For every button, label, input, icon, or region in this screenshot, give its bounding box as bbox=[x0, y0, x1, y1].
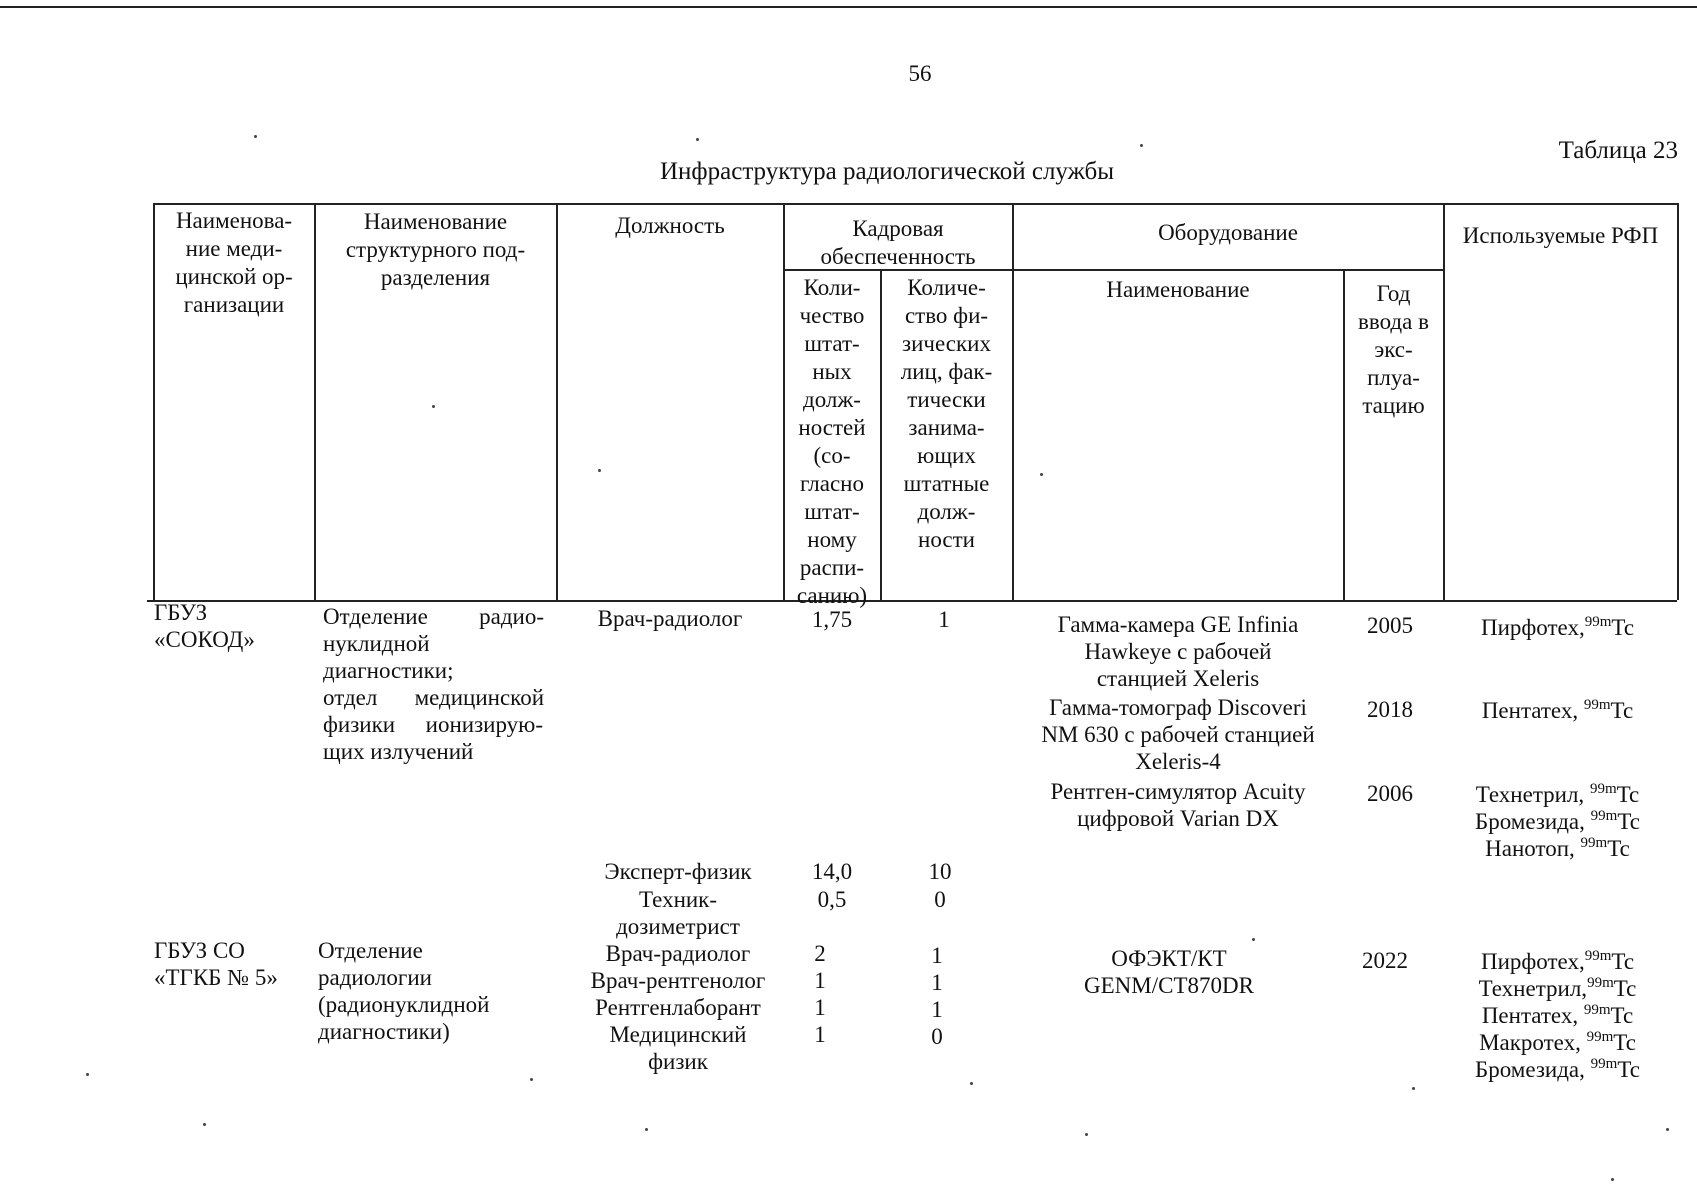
page-number: 56 bbox=[908, 61, 932, 86]
equipment-sokod-1: Гамма-камера GE Infinia Hawkeye с рабочей станцией Xeleris bbox=[1057, 612, 1299, 691]
position-sokod-2: Эксперт-физик bbox=[604, 859, 752, 884]
persons-sokod-3: 0 bbox=[934, 887, 946, 912]
staff-tgkb: 2 1 1 1 bbox=[814, 941, 826, 1047]
rfp-sokod-2: Пентатех, $^{99m}$Tc bbox=[1481, 697, 1634, 723]
top-rule bbox=[0, 6, 1697, 8]
persons-tgkb: 1 1 1 0 bbox=[931, 943, 943, 1049]
equipment-sokod-2: Гамма-томограф Discoveri NM 630 с рабочей станцией Xeleris-4 bbox=[1041, 695, 1315, 774]
org-tgkb: ГБУЗ СО «ТГКБ № 5» bbox=[154, 938, 278, 990]
org-sokod: ГБУЗ «СОКОД» bbox=[154, 600, 255, 652]
staff-sokod-2: 14,0 bbox=[811, 859, 853, 884]
rfp-tgkb: Пирфотех,$^{99m}$Tc Технетрил,$^{99m}$Tc Пентатех, $^{99m}$Tc Макротех, $^{99m}$Tc Бромезида, $^{99m}$Tc bbox=[1475, 948, 1640, 1082]
position-sokod-1: Врач-радиолог bbox=[597, 606, 743, 631]
equipment-sokod-3: Рентген-симулятор Acuity цифровой Varian DX bbox=[1050, 779, 1306, 831]
header-equipment: Оборудование bbox=[1158, 220, 1298, 245]
year-sokod-3: 2006 bbox=[1367, 781, 1413, 806]
staff-sokod-3: 0,5 bbox=[817, 887, 847, 912]
header-position: Должность bbox=[615, 213, 725, 238]
header-org-name: Наименова- ние меди- цинской ор- ганизации bbox=[175, 208, 293, 317]
rfp-sokod-1: Пирфотех,$^{99m}$Tc bbox=[1480, 614, 1635, 640]
equipment-tgkb-1: ОФЭКТ/КТ GENM/CT870DR bbox=[1084, 946, 1254, 998]
year-tgkb-1: 2022 bbox=[1362, 948, 1408, 973]
rfp-sokod-3: Технетрил, $^{99m}$Tc Бромезида, $^{99m}$Tc Нанотоп, $^{99m}$Tc bbox=[1475, 781, 1640, 861]
positions-tgkb: Врач-радиолог Врач-рентгенолог Рентгенлаборант Медицинский физик bbox=[590, 941, 766, 1074]
header-persons-count: Количе- ство фи- зических лиц, фак- тически занима- ющих штатные долж- ности bbox=[900, 275, 993, 552]
persons-sokod-2: 10 bbox=[928, 859, 952, 884]
header-equipment-name: Наименование bbox=[1106, 277, 1250, 302]
header-year: Год ввода в экс- плуа- тацию bbox=[1358, 281, 1429, 418]
header-staffing: Кадровая обеспеченность bbox=[820, 216, 976, 269]
unit-sokod: Отделение радио- нуклидной диагностики; отдел медицинской физики ионизирую- щих излучений bbox=[323, 604, 544, 764]
header-staff-count: Коли- чество штат- ных долж- ностей (со- гласно штат- ному распи- санию) bbox=[796, 275, 868, 608]
staff-sokod-1: 1,75 bbox=[811, 607, 853, 632]
header-rfp: Используемые РФП bbox=[1462, 223, 1659, 248]
year-sokod-2: 2018 bbox=[1367, 697, 1413, 722]
table-label: Таблица 23 bbox=[1558, 137, 1678, 164]
page-title: Инфраструктура радиологической службы bbox=[660, 158, 1115, 185]
persons-sokod-1: 1 bbox=[938, 607, 950, 632]
year-sokod-1: 2005 bbox=[1367, 613, 1413, 638]
header-unit-name: Наименование структурного под- разделения bbox=[345, 209, 526, 290]
unit-tgkb: Отделение радиологии (радионуклидной диагностики) bbox=[318, 938, 490, 1044]
position-sokod-3: Техник- дозиметрист bbox=[616, 887, 740, 939]
